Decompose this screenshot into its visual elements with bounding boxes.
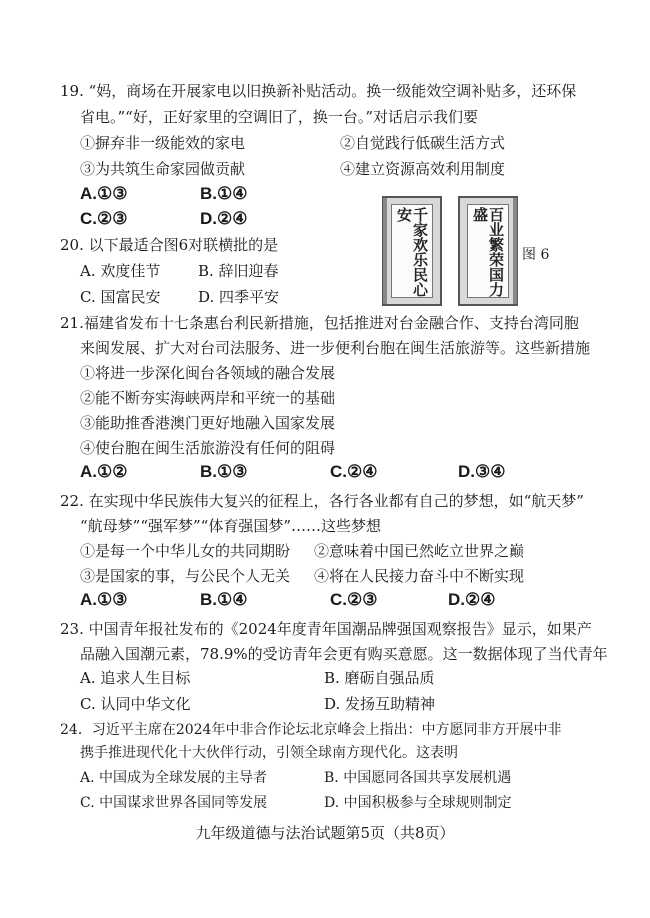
q21-stem-line1: 21.福建省发布十七条惠台利民新措施，包括推进对台金融合作、支持台湾同胞 <box>60 314 579 332</box>
q21-statement-3: ③能助推香港澳门更好地融入国家发展 <box>80 414 336 432</box>
q22-option-b: B.①④ <box>200 590 248 609</box>
q24-option-a: A. 中国成为全球发展的主导者 <box>80 770 268 786</box>
q21-option-c: C.②④ <box>330 462 378 481</box>
q20-option-c: C. 国富民安 <box>80 288 161 306</box>
q21-option-a: A.①② <box>80 462 128 481</box>
q24-stem-line2: 携手推进现代化十大伙伴行动，引领全球南方现代化。这表明 <box>80 745 458 761</box>
q20-option-b: B. 辞旧迎春 <box>198 262 279 280</box>
q24-option-d: D. 中国积极参与全球规则制定 <box>324 795 512 811</box>
couplet-left-scroll <box>382 196 442 306</box>
q22-statement-3: ③是国家的事，与公民个人无关 <box>80 567 291 585</box>
q20-option-d: D. 四季平安 <box>198 288 280 306</box>
q22-stem-line1: 22. 在实现中华民族伟大复兴的征程上，各行各业都有自己的梦想，如“航天梦” <box>60 492 584 510</box>
page-footer: 九年级道德与法治试题第5页（共8页） <box>195 824 455 842</box>
q22-statement-4: ④将在人民接力奋斗中不断实现 <box>314 567 525 585</box>
q24-stem-line1: 24．习近平主席在2024年中非合作论坛北京峰会上指出：中方愿同非方开展中非 <box>60 722 562 738</box>
q21-option-d: D.③④ <box>458 462 506 481</box>
q24-option-b: B. 中国愿同各国共享发展机遇 <box>324 770 512 786</box>
q20-stem: 20. 以下最适合图6对联横批的是 <box>60 236 279 254</box>
q23-option-d: D. 发扬互助精神 <box>324 695 436 713</box>
q19-option-c: C.②③ <box>80 209 128 228</box>
q22-option-d: D.②④ <box>448 590 496 609</box>
q23-option-b: B. 磨砺自强品质 <box>324 669 435 687</box>
q19-statement-3: ③为共筑生命家园做贡献 <box>80 160 246 178</box>
q23-stem-line2: 品融入国潮元素，78.9%的受访青年会更有购买意愿。这一数据体现了当代青年 <box>80 645 608 663</box>
q19-statement-4: ④建立资源高效利用制度 <box>340 160 506 178</box>
q23-stem-line1: 23. 中国青年报社发布的《2024年度青年国潮品牌强国观察报告》显示，如果产 <box>60 620 592 638</box>
q21-statement-4: ④使台胞在闽生活旅游没有任何的阻碍 <box>80 439 336 457</box>
q19-option-b: B.①④ <box>200 184 248 203</box>
figure-label: 图 6 <box>522 247 550 263</box>
q22-statement-2: ②意味着中国已然屹立世界之巅 <box>314 542 525 560</box>
couplet-right-text: 百业繁荣国力盛 <box>471 207 505 297</box>
q23-option-c: C. 认同中华文化 <box>80 695 191 713</box>
q19-statement-1: ①摒弃非一级能效的家电 <box>80 134 246 152</box>
q19-stem-line1: 19. “妈，商场在开展家电以旧换新补贴活动。换一级能效空调补贴多，还环保 <box>60 82 577 100</box>
couplet-right-scroll <box>458 196 518 306</box>
q22-option-a: A.①③ <box>80 590 128 609</box>
q21-option-b: B.①③ <box>200 462 248 481</box>
q21-statement-1: ①将进一步深化闽台各领域的融合发展 <box>80 364 336 382</box>
q23-option-a: A. 追求人生目标 <box>80 669 191 687</box>
q21-statement-2: ②能不断夯实海峡两岸和平统一的基础 <box>80 389 336 407</box>
q24-option-c: C. 中国谋求世界各国同等发展 <box>80 795 268 811</box>
q20-option-a: A. 欢度佳节 <box>80 262 161 280</box>
q19-option-d: D.②④ <box>200 209 248 228</box>
q22-statement-1: ①是每一个中华儿女的共同期盼 <box>80 542 291 560</box>
q21-stem-line2: 来闽发展、扩大对台司法服务、进一步便利台胞在闽生活旅游等。这些新措施 <box>80 339 591 357</box>
q19-statement-2: ②自觉践行低碳生活方式 <box>340 134 506 152</box>
q22-stem-line2: “航母梦”“强军梦”“体育强国梦”……这些梦想 <box>80 517 382 535</box>
couplet-left-text: 千家欢乐民心安 <box>395 207 429 297</box>
q19-stem-line2: 省电。”“好，正好家里的空调旧了，换一台。”对话启示我们要 <box>80 108 479 126</box>
q19-option-a: A.①③ <box>80 184 128 203</box>
q22-option-c: C.②③ <box>330 590 378 609</box>
